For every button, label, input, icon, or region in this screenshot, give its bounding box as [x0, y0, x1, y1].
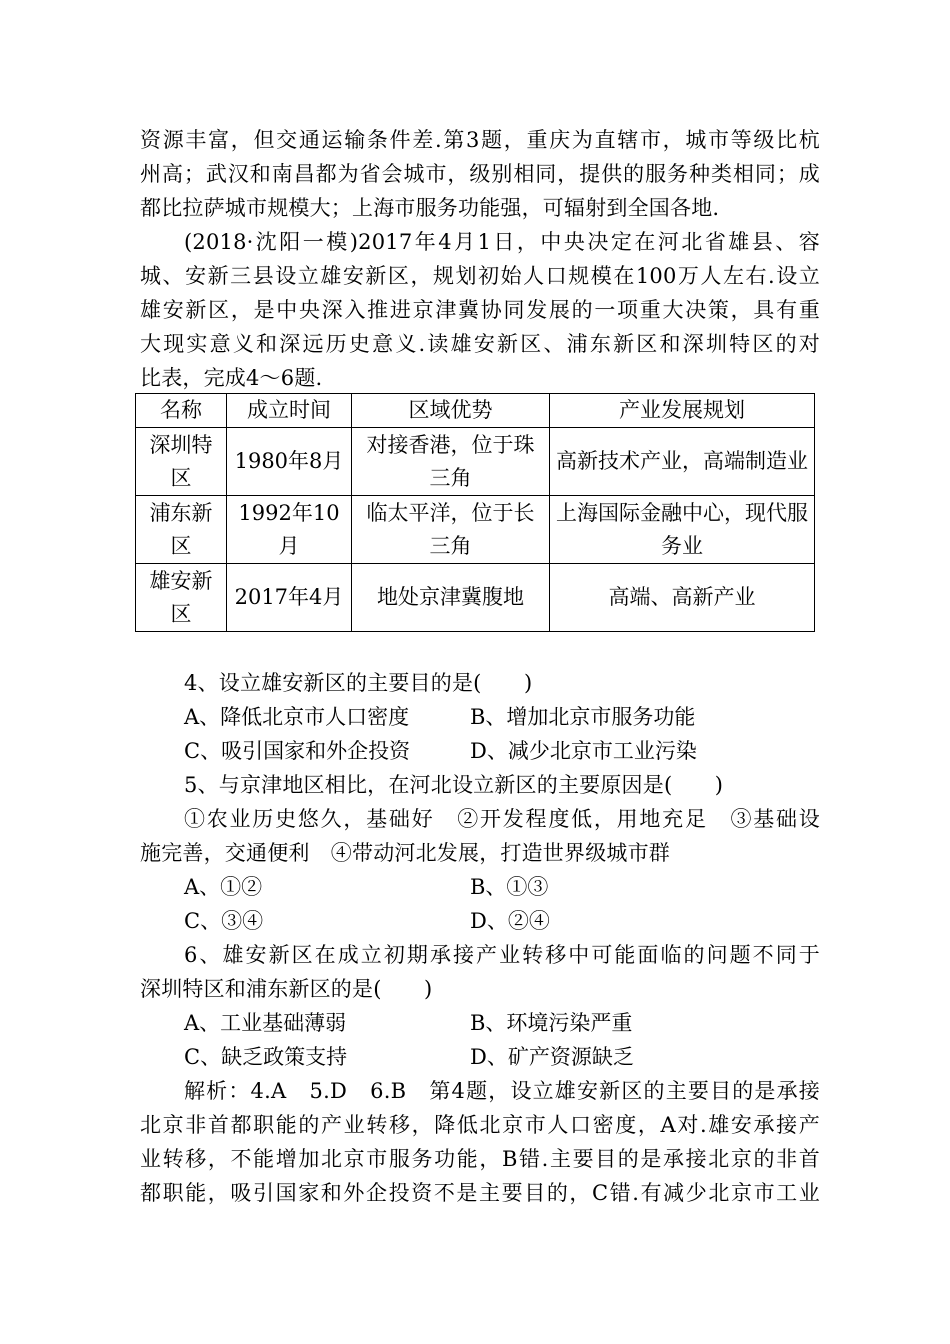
material-line: 大现实意义和深远历史意义.读雄安新区、浦东新区和深圳特区的对	[140, 332, 820, 356]
cell-plan: 上海国际金融中心，现代服务业	[550, 496, 815, 564]
material-line: 城、安新三县设立雄安新区，规划初始人口规模在100万人左右.设立	[140, 264, 820, 288]
question-6-stem: 深圳特区和浦东新区的是( )	[140, 977, 433, 1001]
q6-option-c: C、缺乏政策支持	[184, 1045, 348, 1069]
comparison-table	[135, 393, 815, 632]
cell-plan: 高新技术产业，高端制造业	[550, 428, 815, 496]
q4-option-d: D、减少北京市工业污染	[470, 739, 697, 763]
material-line: 比表，完成4～6题.	[140, 366, 323, 390]
q5-option-c: C、③④	[184, 909, 264, 933]
cell-name: 雄安新区	[136, 564, 227, 632]
table-row	[136, 496, 815, 564]
cell-name: 深圳特区	[136, 428, 227, 496]
header-advantage: 区域优势	[352, 394, 550, 428]
cell-advantage: 临太平洋，位于长三角	[352, 496, 550, 564]
q5-option-d: D、②④	[470, 909, 550, 933]
table-row	[136, 428, 815, 496]
q4-option-c: C、吸引国家和外企投资	[184, 739, 411, 763]
q4-option-a: A、降低北京市人口密度	[184, 705, 410, 729]
cell-plan: 高端、高新产业	[550, 564, 815, 632]
q5-option-a: A、①②	[184, 875, 263, 899]
q5-option-b: B、①③	[470, 875, 549, 899]
intro-line: 资源丰富，但交通运输条件差.第3题，重庆为直辖市，城市等级比杭	[140, 128, 820, 152]
cell-date: 1992年10月	[227, 496, 352, 564]
cell-date: 1980年8月	[227, 428, 352, 496]
question-4-stem: 4、设立雄安新区的主要目的是( )	[184, 671, 533, 695]
q6-option-b: B、环境污染严重	[470, 1011, 633, 1035]
analysis-line: 业转移，不能增加北京市服务功能，B错.主要目的是承接北京的非首	[140, 1147, 820, 1171]
header-date: 成立时间	[227, 394, 352, 428]
intro-line: 都比拉萨城市规模大；上海市服务功能强，可辐射到全国各地.	[140, 196, 720, 220]
cell-advantage: 地处京津冀腹地	[352, 564, 550, 632]
cell-advantage: 对接香港，位于珠三角	[352, 428, 550, 496]
question-5-statements: 施完善，交通便利 ④带动河北发展，打造世界级城市群	[140, 841, 670, 865]
material-line: (2018·沈阳一模)2017年4月1日，中央决定在河北省雄县、容	[184, 230, 820, 254]
table-header-row	[136, 394, 815, 428]
table-row	[136, 564, 815, 632]
q6-option-a: A、工业基础薄弱	[184, 1011, 347, 1035]
question-5-statements: ①农业历史悠久，基础好 ②开发程度低，用地充足 ③基础设	[184, 807, 820, 831]
question-5-stem: 5、与京津地区相比，在河北设立新区的主要原因是( )	[184, 773, 724, 797]
analysis-line: 都职能，吸引国家和外企投资不是主要目的，C错.有减少北京市工业	[140, 1181, 820, 1205]
intro-line: 州高；武汉和南昌都为省会城市，级别相同，提供的服务种类相同；成	[140, 162, 820, 186]
header-plan: 产业发展规划	[550, 394, 815, 428]
cell-date: 2017年4月	[227, 564, 352, 632]
q4-option-b: B、增加北京市服务功能	[470, 705, 696, 729]
header-name: 名称	[136, 394, 227, 428]
material-line: 雄安新区，是中央深入推进京津冀协同发展的一项重大决策，具有重	[140, 298, 820, 322]
analysis-line: 北京非首都职能的产业转移，降低北京市人口密度，A对.雄安承接产	[140, 1113, 820, 1137]
question-6-stem: 6、雄安新区在成立初期承接产业转移中可能面临的问题不同于	[184, 943, 820, 967]
analysis-line: 解析：4.A 5.D 6.B 第4题，设立雄安新区的主要目的是承接	[184, 1079, 820, 1103]
cell-name: 浦东新区	[136, 496, 227, 564]
q6-option-d: D、矿产资源缺乏	[470, 1045, 634, 1069]
